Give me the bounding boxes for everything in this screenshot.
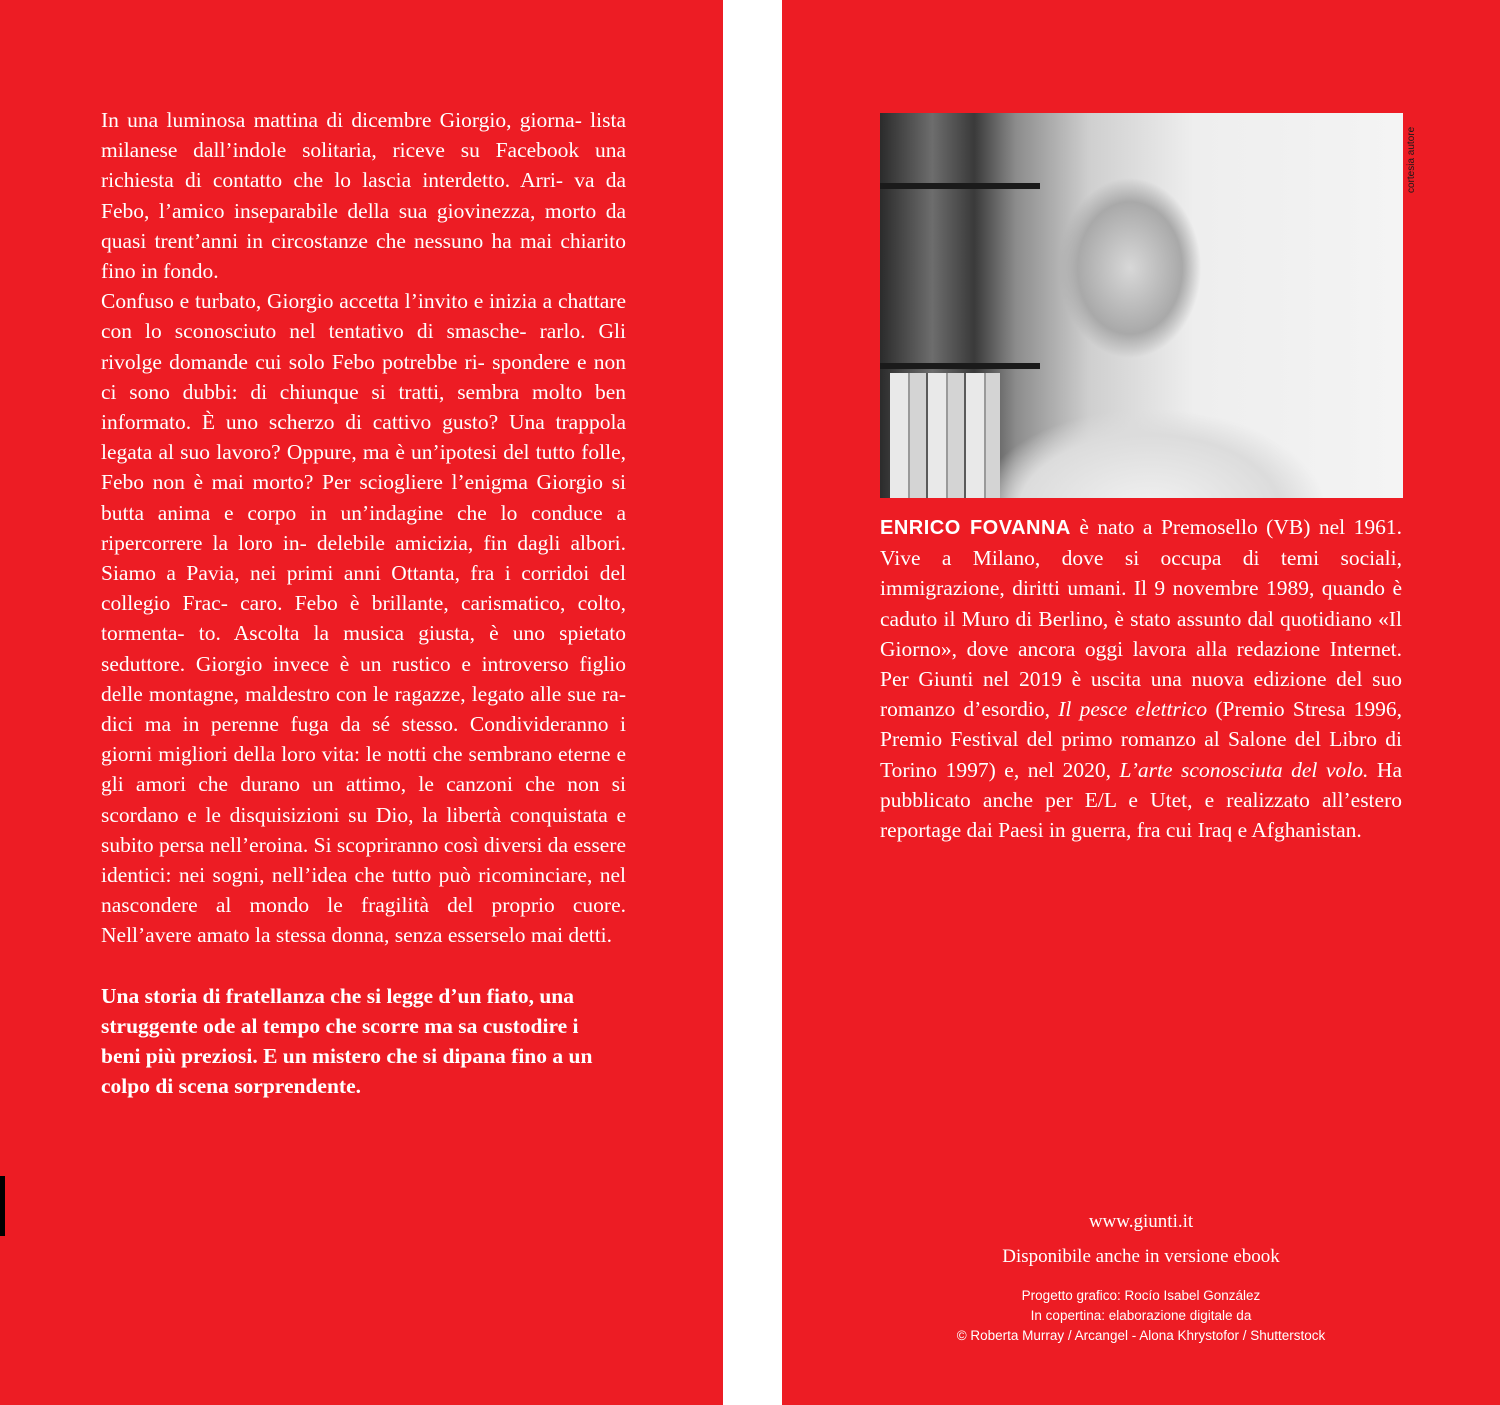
synopsis-line: caro. Febo è brillante, carismatico, colto, tormenta- xyxy=(101,591,627,646)
synopsis-line: to. Ascolta la musica giusta, è uno spietato seduttore. xyxy=(101,621,627,676)
synopsis-line: montagne, maldestro con le ragazze, legato alle sue ra- xyxy=(148,681,626,706)
photo-credit: cortesia autore xyxy=(1406,126,1417,193)
synopsis-closing xyxy=(101,981,626,1102)
closing-line: struggente ode al tempo che scorre ma sa custodire i xyxy=(101,1013,579,1038)
synopsis-line: Confuso e turbato, Giorgio accetta l’invito e inizia a xyxy=(101,289,553,314)
closing-line: Una storia di fratellanza che si legge d’un fiato, una xyxy=(101,983,574,1008)
synopsis-line: una richiesta di contatto che lo lascia interdetto. Arri- xyxy=(101,138,626,193)
design-credit: Progetto grafico: Rocío Isabel González xyxy=(1021,1288,1261,1303)
synopsis-line: sembra molto ben informato. È uno scherzo di cattivo xyxy=(101,379,626,435)
synopsis-line: lista milanese dall’indole solitaria, riceve su Facebook xyxy=(101,108,626,163)
synopsis-line: ha mai chiarito fino in fondo. xyxy=(101,228,627,284)
synopsis-line: fragilità del proprio cuore. Nell’avere amato la stessa xyxy=(101,893,627,948)
book-title: Il pesce elettrico xyxy=(1058,697,1208,722)
book-title: L’arte sconosciuta del volo. xyxy=(1119,757,1369,782)
ebook-note: Disponibile anche in versione ebook xyxy=(1002,1246,1280,1267)
design-credits xyxy=(880,1286,1402,1346)
left-flap xyxy=(0,0,723,1405)
closing-line: beni più preziosi. E un mistero che si dipana fino a un xyxy=(101,1044,593,1069)
author-bio xyxy=(880,512,1402,845)
synopsis-line: Giorgio invece è un rustico e introverso figlio delle xyxy=(101,651,626,706)
synopsis-line: donna, senza esserselo mai detti. xyxy=(331,923,613,948)
synopsis-line: conquistata e subito persa nell’eroina. Si scopriranno xyxy=(101,802,626,857)
synopsis-line: primi anni Ottanta, fra i corridoi del collegio Frac- xyxy=(101,561,626,616)
publisher-website[interactable]: www.giunti.it xyxy=(1088,1211,1194,1232)
synopsis-line: va da Febo, l’amico inseparabile della sua giovinezza, xyxy=(101,168,626,223)
synopsis-body xyxy=(101,105,626,951)
bio-text: (Premio Stresa 1996, Premio Festival del primo romanzo al Salone del Libro di Torino 1997) e, nel 2020, xyxy=(880,697,1403,782)
synopsis-line: spondere e non ci sono dubbi: di chiunque si tratti, xyxy=(101,349,627,404)
closing-line: colpo di scena sorprendente. xyxy=(101,1074,361,1099)
synopsis-line: In una luminosa mattina di dicembre Giorgio, giorna- xyxy=(101,108,582,132)
image-credit: © Roberta Murray / Arcangel - Alona Khrystofor / Shutterstock xyxy=(956,1328,1326,1343)
synopsis-line: eterne e gli amori che durano un attimo, le canzoni xyxy=(101,742,627,797)
bookshelf-books xyxy=(890,373,1000,498)
synopsis-line: rarlo. Gli rivolge domande cui solo Febo potrebbe ri- xyxy=(101,319,627,374)
synopsis-line: un’indagine che lo conduce a ripercorrere la loro in- xyxy=(101,500,627,555)
synopsis-line: morto da quasi trent’anni in circostanze che nessuno xyxy=(101,198,626,253)
synopsis-line: gusto? Una trappola legata al suo lavoro? Oppure, ma xyxy=(101,410,626,465)
synopsis-line: delebile amicizia, fin dagli albori. Siamo a Pavia, nei xyxy=(101,530,626,586)
bio-text: Ha pubblicato anche per E/L e Utet, e realizzato all’estero reportage dai Paesi in guerra, fra cui Iraq e Afghanistan. xyxy=(880,757,1402,843)
cover-credit: In copertina: elaborazione digitale da xyxy=(1030,1308,1252,1323)
synopsis-line: i giorni migliori della loro vita: le notti che sembrano xyxy=(101,712,626,767)
synopsis xyxy=(101,105,626,1102)
synopsis-line: dici ma in perenne fuga da sé stesso. Condivideranno xyxy=(101,712,609,737)
synopsis-line: è un’ipotesi del tutto folle, Febo non è mai morto? Per xyxy=(101,440,627,495)
bio-text: è nato a Premosello (VB) nel 1961. Vive a Milano, dove si occupa di temi sociali, immigrazione, diritti umani. Il 9 novembre 1989, quando è caduto il Muro di Berlino, è stato assunto dal quotidiano «Il Giorno», dove ancora oggi lavora alla redazione Internet. Per Giunti nel 2019 è uscita una nuova edizione del suo romanzo d’esordio, xyxy=(880,515,1403,722)
synopsis-line: sciogliere l’enigma Giorgio si butta anima e corpo in xyxy=(101,470,627,525)
synopsis-line: chattare con lo sconosciuto nel tentativo di smasche- xyxy=(101,289,627,344)
author-photo xyxy=(880,113,1403,498)
synopsis-line: tutto può ricominciare, nel nascondere al mondo le xyxy=(101,863,626,918)
synopsis-line: che non si scordano e le disquisizioni su Dio, la libertà xyxy=(101,772,626,827)
crop-mark xyxy=(0,1176,5,1236)
synopsis-line: così diversi da essere identici: nei sogni, nell’idea che xyxy=(101,832,626,888)
author-name: ENRICO FOVANNA xyxy=(880,517,1071,539)
bookshelf-shelf xyxy=(880,183,1040,189)
bookshelf-shelf xyxy=(880,363,1040,369)
